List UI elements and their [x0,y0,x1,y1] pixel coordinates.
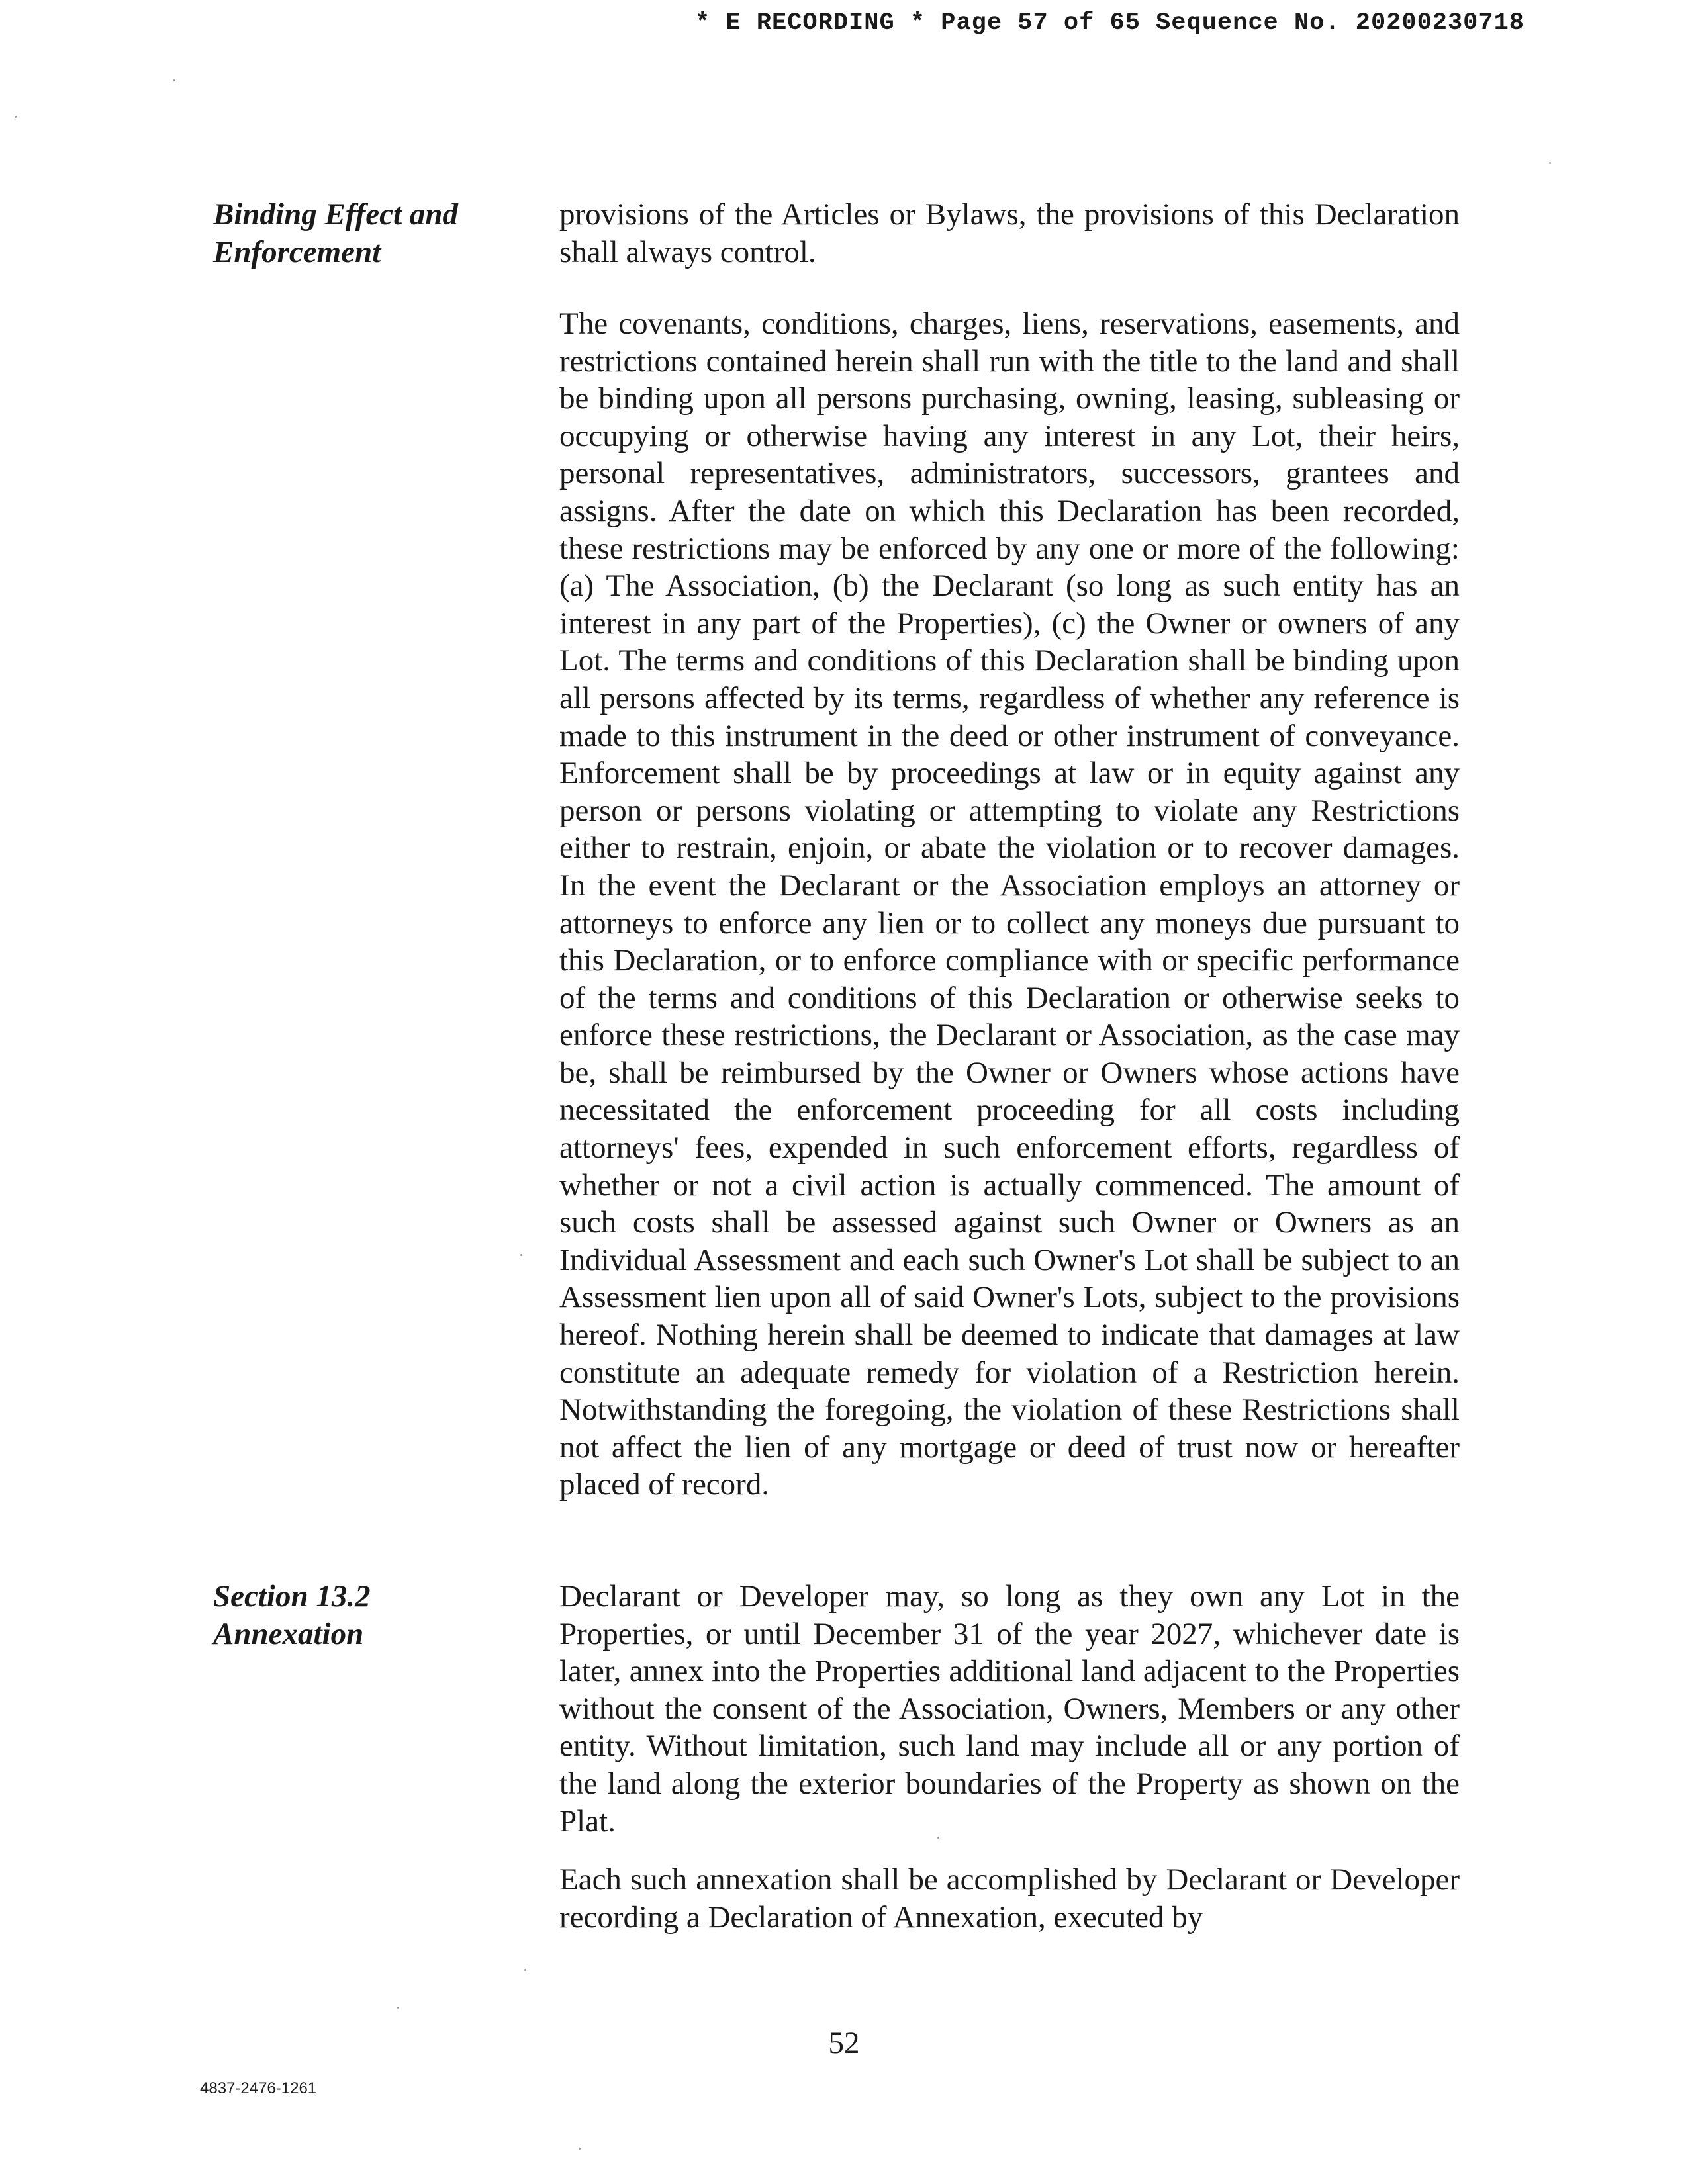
scan-speck [937,1837,939,1839]
section-heading-line: Section 13.2 [213,1579,371,1614]
section-body-annexation-cont [559,1861,1460,1936]
scan-speck [397,2007,399,2009]
body-paragraph: Each such annexation shall be accomplished by Declarant or Developer recording a Declaration of Annexation, executed by [559,1862,1460,1934]
section-body-annexation [559,1578,1460,1840]
body-paragraph: The covenants, conditions, charges, liens, reservations, easements, and restrictions contained herein shall run with the title to the land and shall be binding upon all persons purchasing, owning, leasing, subleasing or occupying or otherwise having any interest in any Lot, their heirs, personal representatives, administrators, successors, grantees and assigns. After the date on which this Declaration has been recorded, these restrictions may be enforced by any one or more of the following: (a) The Association, (b) the Declarant (so long as such entity has an interest in any part of the Properties), (c) the Owner or owners of any Lot. The terms and conditions of this Declaration shall be binding upon all persons affected by its terms, regardless of whether any reference is made to this instrument in the deed or other instrument of conveyance. Enforcement shall be by proceedings at law or in equity against any person or persons violating or attempting to violate any Restrictions either to restrain, enjoin, or abate the violation or to recover damages. In the event the Declarant or the Association employs an attorney or attorneys to enforce any lien or to collect any moneys due pursuant to this Declaration, or to enforce compliance with or specific performance of the terms and conditions of this Declaration or otherwise seeks to enforce these restrictions, the Declarant or Association, as the case may be, shall be reimbursed by the Owner or Owners whose actions have necessitated the enforcement proceeding for all costs including attorneys' fees, expended in such enforcement efforts, regardless of whether or not a civil action is actually commenced. The amount of such costs shall be assessed against such Owner or Owners as an Individual Assessment and each such Owner's Lot shall be subject to an Assessment lien upon all of said Owner's Lots, subject to the provisions hereof. Nothing herein shall be deemed to indicate that damages at law constitute an adequate remedy for violation of a Restriction herein. Notwithstanding the foregoing, the violation of these Restrictions shall not affect the lien of any mortgage or deed of trust now or hereafter placed of record. [559,306,1460,1502]
body-paragraph: provisions of the Articles or Bylaws, the provisions of this Declaration shall always control. [559,197,1460,269]
scan-speck [15,116,17,118]
scan-speck [579,2148,581,2150]
page-number: 52 [828,2026,860,2060]
section-heading-line: Annexation [213,1617,364,1651]
scan-speck [524,1969,526,1971]
section-body-binding-effect-cont [559,305,1460,1504]
section-heading-line: Enforcement [213,235,381,269]
scan-speck [520,1254,522,1256]
section-heading-line: Binding Effect and [213,197,458,232]
document-id: 4837-2476-1261 [200,2079,317,2097]
scan-speck [1549,162,1551,164]
section-heading-binding-effect [213,196,518,271]
recording-header: * E RECORDING * Page 57 of 65 Sequence No. 20200230718 [695,9,1524,37]
scan-speck [173,79,175,81]
section-body-binding-effect [559,196,1460,271]
body-paragraph: Declarant or Developer may, so long as they own any Lot in the Properties, or until December 31 of the year 2027, whichever date is later, annex into the Properties additional land adjacent to the Properties without the consent of the Association, Owners, Members or any other entity. Without limitation, such land may include all or any portion of the land along the exterior boundaries of the Property as shown on the Plat. [559,1579,1460,1839]
section-heading-annexation [213,1578,518,1653]
